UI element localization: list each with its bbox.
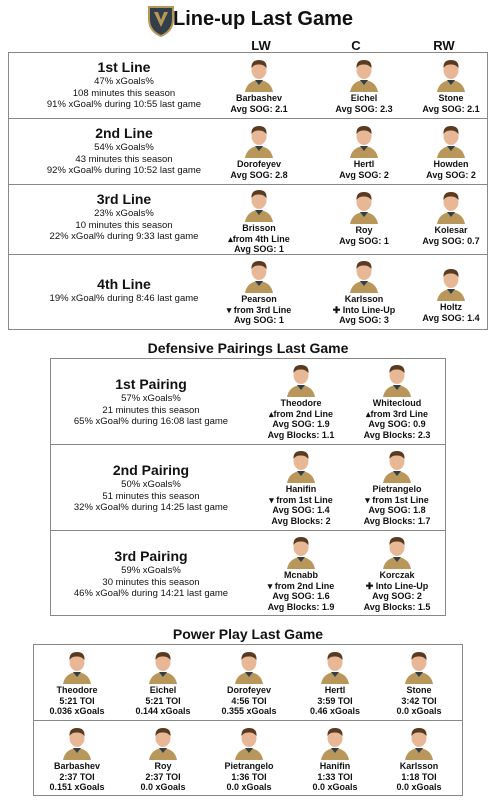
player-avg-sog: Avg SOG: 1.8 [368,505,426,515]
line-last-game: 92% xGoal% during 10:52 last game [46,165,202,176]
player-avatar-icon [434,188,468,224]
line-info [9,58,239,111]
defense-pair-row [51,531,445,617]
player-card[interactable] [206,648,292,717]
player-avg-sog: Avg SOG: 2 [426,169,476,180]
player-avatar-icon [284,447,318,483]
column-header-c: C [351,38,361,53]
player-name: Stone [406,685,432,695]
player-avg-blocks: Avg Blocks: 1.7 [363,515,431,526]
player-toi: 2:37 TOI [145,771,181,782]
player-card[interactable] [376,724,462,793]
player-name: Hanifin [319,761,351,771]
player-avatar-icon [242,56,276,92]
defense-pairings-box [50,358,446,616]
player-avatar-icon [434,122,468,158]
player-avatar-icon [380,361,414,397]
player-card[interactable] [213,122,305,180]
player-avg-sog: Avg SOG: 0.7 [422,235,480,246]
line-name: 4th Line [97,276,151,292]
pair-xgoals: 59% xGoals% [121,565,181,576]
player-card[interactable] [292,648,378,717]
player-toi: 5:21 TOI [145,695,181,706]
line-name: 2nd Line [95,125,153,141]
player-avg-sog: Avg SOG: 1.6 [272,591,330,601]
player-line-change: ▴from 2nd Line [268,408,334,419]
page-title: Line-up Last Game [172,8,354,30]
player-line-change: ▾ from 3rd Line [226,304,292,315]
player-name: Karlsson [399,761,439,771]
player-line-change: ▾ from 1st Line [269,494,333,505]
line-name: 3rd Line [96,191,152,207]
player-avatar-icon [232,724,266,760]
forward-line-row [9,119,487,185]
player-avatar-icon [434,265,468,301]
player-avatar-icon [402,648,436,684]
player-toi: 3:42 TOI [401,695,437,706]
player-card[interactable] [213,257,305,326]
player-card[interactable] [405,122,496,180]
player-avg-blocks: Avg Blocks: 2.3 [363,429,431,440]
player-card[interactable] [206,724,292,793]
player-avatar-icon [402,724,436,760]
player-avg-blocks: Avg Blocks: 1.1 [267,429,335,440]
player-toi: 1:33 TOI [317,771,353,782]
forward-line-row [9,53,487,119]
line-last-game: 19% xGoal% during 8:46 last game [49,293,199,304]
pair-name: 2nd Pairing [112,462,190,478]
player-avatar-icon [242,186,276,222]
line-xgoals: 47% xGoals% [94,76,154,87]
line-xgoals: 54% xGoals% [94,142,154,153]
player-card[interactable] [292,724,378,793]
player-name: Hertl [353,159,375,169]
player-xgoals: 0.151 xGoals [49,782,105,792]
player-name: Barbashev [235,93,283,103]
player-name: Roy [154,761,172,771]
player-xgoals: 0.0 xGoals [312,782,358,792]
player-name: Kolesar [434,225,468,235]
pair-info [51,375,251,428]
player-name: Roy [355,225,373,235]
player-name: Theodore [56,685,98,695]
defense-section-title: Defensive Pairings Last Game [147,340,349,356]
player-name: Theodore [280,398,322,408]
column-header-lw: LW [251,38,271,53]
player-xgoals: 0.0 xGoals [140,782,186,792]
player-toi: 3:59 TOI [317,695,353,706]
player-avatar-icon [434,56,468,92]
player-avg-sog: Avg SOG: 1 [234,315,284,325]
line-info [9,190,239,243]
line-name: 1st Line [97,59,151,75]
player-avg-blocks: Avg Blocks: 2 [271,515,331,526]
player-card[interactable] [318,188,410,246]
player-card[interactable] [213,56,305,114]
player-toi: 1:36 TOI [231,771,267,782]
pair-name: 3rd Pairing [114,548,188,564]
player-card[interactable] [34,724,120,793]
pair-minutes: 30 minutes this season [102,576,200,588]
player-name: Eichel [350,93,378,103]
player-avatar-icon [284,533,318,569]
powerplay-section-title: Power Play Last Game [172,626,324,642]
forward-line-row [9,185,487,255]
player-name: Dorofeyev [236,159,281,169]
player-avatar-icon [146,648,180,684]
pair-xgoals: 50% xGoals% [121,479,181,490]
powerplay-row [34,645,462,721]
player-avatar-icon [380,533,414,569]
pair-minutes: 51 minutes this season [102,490,200,502]
player-avg-sog: Avg SOG: 3 [339,315,389,325]
player-xgoals: 0.144 xGoals [135,706,191,716]
player-name: Whitecloud [372,398,422,408]
player-card[interactable] [318,122,410,180]
player-avatar-icon [242,122,276,158]
player-avatar-icon [347,257,381,293]
player-toi: 5:21 TOI [59,695,95,706]
player-card[interactable] [351,361,443,440]
player-xgoals: 0.0 xGoals [396,706,442,716]
line-xgoals: 23% xGoals% [94,208,154,219]
player-avg-sog: Avg SOG: 1.9 [272,419,330,429]
player-xgoals: 0.355 xGoals [221,706,277,716]
player-avatar-icon [347,122,381,158]
pair-minutes: 21 minutes this season [102,404,200,416]
defense-pair-row [51,359,445,445]
player-card[interactable] [318,257,410,326]
player-avg-sog: Avg SOG: 2.1 [230,103,288,114]
player-line-change: ▾ from 1st Line [365,494,429,505]
player-xgoals: 0.0 xGoals [396,782,442,792]
player-name: Stone [438,93,464,103]
player-xgoals: 0.0 xGoals [226,782,272,792]
pair-last-game: 46% xGoal% during 14:21 last game [73,588,229,599]
column-header-rw: RW [433,38,455,53]
line-info [9,275,239,305]
player-avg-blocks: Avg Blocks: 1.5 [363,601,431,612]
player-avatar-icon [380,447,414,483]
pair-xgoals: 57% xGoals% [121,393,181,404]
player-toi: 2:37 TOI [59,771,95,782]
player-toi: 1:18 TOI [401,771,437,782]
player-card[interactable] [255,361,347,440]
player-avg-sog: Avg SOG: 2 [339,169,389,180]
player-name: Barbashev [53,761,101,771]
player-name: Pietrangelo [372,484,422,494]
player-card[interactable] [120,648,206,717]
player-card[interactable] [318,56,410,114]
player-avg-sog: Avg SOG: 2.3 [335,103,393,114]
player-card[interactable] [351,447,443,526]
player-avatar-icon [60,724,94,760]
line-minutes: 10 minutes this season [75,219,173,231]
player-avg-sog: Avg SOG: 0.9 [368,419,426,429]
player-xgoals: 0.46 xGoals [309,706,361,716]
forward-lines-box [8,52,488,330]
player-avg-sog: Avg SOG: 2.8 [230,169,288,180]
player-avg-sog: Avg SOG: 1 [234,244,284,254]
player-line-change: ✚ Into Line-Up [332,304,396,315]
powerplay-box [33,644,463,796]
line-last-game: 91% xGoal% during 10:55 last game [46,99,202,110]
line-minutes: 108 minutes this season [72,87,176,99]
player-name: Howden [433,159,469,169]
player-name: Pietrangelo [224,761,274,771]
player-avg-sog: Avg SOG: 2.1 [422,103,480,114]
player-name: Brisson [242,223,276,233]
player-name: Mcnabb [283,570,318,580]
line-info [9,124,239,177]
player-line-change: ▴from 4th Line [228,233,290,244]
player-card[interactable] [213,186,305,255]
player-name: Pearson [241,294,277,304]
player-card[interactable] [405,265,496,323]
player-card[interactable] [255,533,347,612]
player-card[interactable] [376,648,462,717]
player-avg-sog: Avg SOG: 1 [339,235,389,246]
player-avg-sog: Avg SOG: 1.4 [422,312,480,323]
player-toi: 4:56 TOI [231,695,267,706]
player-xgoals: 0.036 xGoals [49,706,105,716]
player-card[interactable] [255,447,347,526]
player-name: Holtz [440,302,462,312]
forward-line-row [9,255,487,331]
player-avatar-icon [60,648,94,684]
player-avatar-icon [232,648,266,684]
player-line-change: ▴from 3rd Line [365,408,429,419]
player-avg-blocks: Avg Blocks: 1.9 [267,601,335,612]
pair-info [51,547,251,600]
player-name: Karlsson [344,294,384,304]
player-name: Hertl [324,685,346,695]
player-avatar-icon [347,56,381,92]
powerplay-row [34,721,462,797]
player-name: Korczak [379,570,415,580]
player-avg-sog: Avg SOG: 1.4 [272,505,330,515]
player-avatar-icon [146,724,180,760]
player-card[interactable] [351,533,443,612]
player-avatar-icon [284,361,318,397]
player-avatar-icon [318,724,352,760]
pair-last-game: 65% xGoal% during 16:08 last game [73,416,229,427]
pair-last-game: 32% xGoal% during 14:25 last game [73,502,229,513]
player-name: Dorofeyev [226,685,271,695]
player-avatar-icon [347,188,381,224]
player-avatar-icon [318,648,352,684]
player-line-change: ▾ from 2nd Line [267,580,335,591]
pair-name: 1st Pairing [115,376,187,392]
line-last-game: 22% xGoal% during 9:33 last game [49,231,199,242]
player-line-change: ✚ Into Line-Up [365,580,429,591]
defense-pair-row [51,445,445,531]
line-minutes: 43 minutes this season [75,153,173,165]
player-name: Hanifin [285,484,317,494]
player-name: Eichel [149,685,177,695]
player-card[interactable] [34,648,120,717]
player-avg-sog: Avg SOG: 2 [372,591,422,601]
player-card[interactable] [405,188,496,246]
player-avatar-icon [242,257,276,293]
player-card[interactable] [405,56,496,114]
player-card[interactable] [120,724,206,793]
pair-info [51,461,251,514]
